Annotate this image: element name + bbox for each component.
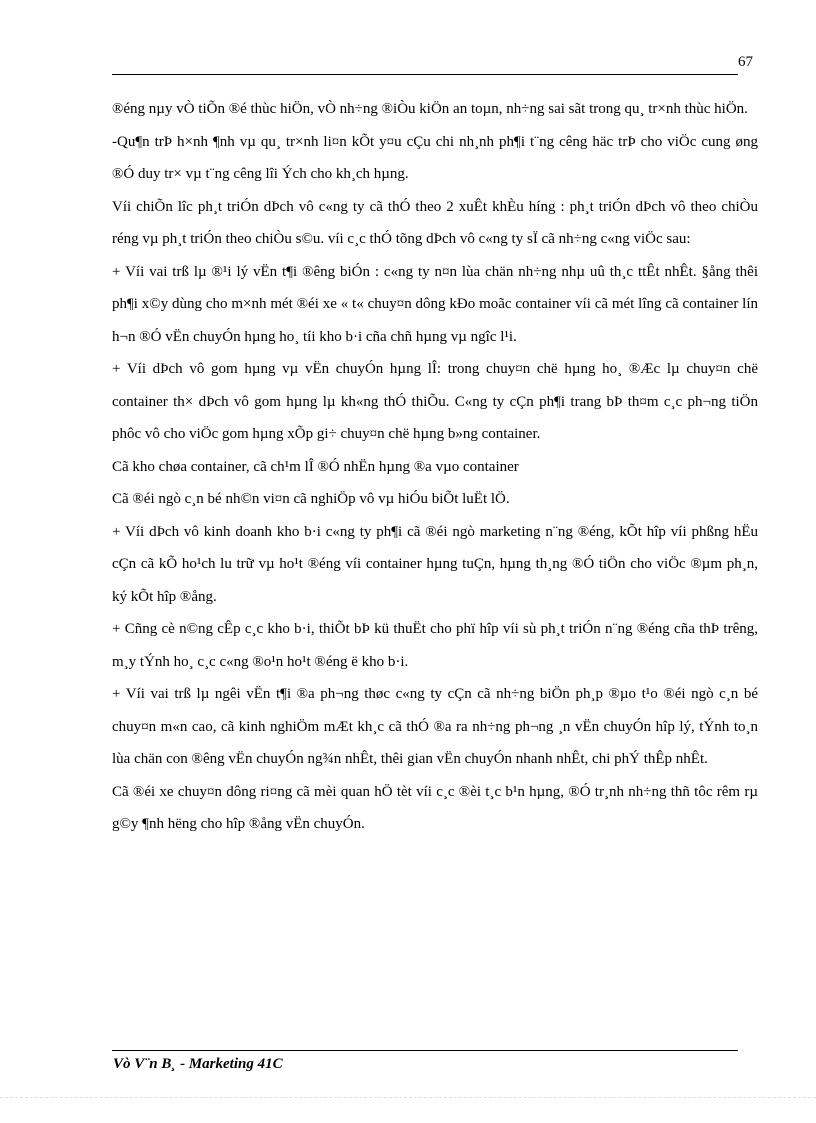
paragraph: ®éng nµy vÒ tiÕn ®é thùc hiÖn, vÒ nh÷ng ®iÒu kiÖn an toµn, nh÷ng sai sãt trong qu¸ tr×nh thùc hiÖn. [112, 101, 748, 117]
footer-rule [112, 1050, 738, 1051]
header-rule [112, 74, 738, 75]
paragraph: Cã ®éi xe chuy¤n dông ri¤ng cã mèi quan hÖ tèt víi c¸c ®èi t¸c b¹n hµng, ®Ó tr¸nh nh÷ng thñ tôc rêm rµ g©y ¶nh hëng cho hîp ®ång vËn chuyÓn. [112, 783, 758, 832]
paragraph: + Cñng cè n©ng cÊp c¸c kho b·i, thiÕt bÞ kü thuËt cho phï hîp víi sù ph¸t triÓn n¨ng ®éng cña thÞ trêng, m¸y tÝnh ho¸ c¸c c«ng ®o¹n ho¹t ®éng ë kho b·i. [112, 621, 758, 670]
page-number: 67 [738, 54, 753, 70]
paragraph: + Víi dÞch vô kinh doanh kho b·i c«ng ty ph¶i cã ®éi ngò marketing n¨ng ®éng, kÕt hîp víi phßng hËu cÇn cã kÕ ho¹ch lu trữ vµ ho¹t ®éng víi container hµng tuÇn, hµng th¸ng ®Ó tiÖn cho viÖc ®µm ph¸n, ký kÕt hîp ®ång. [112, 523, 758, 605]
paragraph: + Víi vai trß lµ ngêi vËn t¶i ®a ph¬ng thøc c«ng ty cÇn cã nh÷ng biÖn ph¸p ®µo t¹o ®éi ngò c¸n bé chuy¤n m«n cao, cã kinh nghiÖm mÆt kh¸c cã thÓ ®a ra nh÷ng ph¬ng ¸n vËn chuyÓn hîp lý, tÝnh to¸n lùa chän con ®êng vËn chuyÓn ng¾n nhÊt, thêi gian vËn chuyÓn nhanh nhÊt, chi phÝ thÊp nhÊt. [112, 686, 758, 767]
paragraph: + Víi dÞch vô gom hµng vµ vËn chuyÓn hµng lÎ: trong chuy¤n chë hµng ho¸ ®Æc lµ chuy¤n chë container th× dÞch vô gom hµng lµ kh«ng thÓ thiÕu. C«ng ty cÇn ph¶i trang bÞ th¤m c¸c ph¬ng tiÖn phôc vô cho viÖc gom hµng xÕp gi÷ chuy¤n chë hµng b»ng container. [112, 361, 758, 442]
document-body [112, 93, 758, 841]
paragraph: Víi chiÕn lîc ph¸t triÓn dÞch vô c«ng ty cã thÓ theo 2 xuÊt khÈu híng : ph¸t triÓn dÞch vô theo chiÒu réng vµ ph¸t triÓn theo chiÒu s©u. víi c¸c thÓ tõng dÞch vô c«ng ty sÏ cã nh÷ng c«ng viÖc sau: [112, 198, 758, 247]
page-edge [0, 1097, 816, 1098]
paragraph: Cã ®éi ngò c¸n bé nh©n vi¤n cã nghiÖp vô vµ hiÓu biÕt luËt lÖ. [112, 491, 510, 507]
paragraph: + Víi vai trß lµ ®¹i lý vËn t¶i ®êng biÓn : c«ng ty n¤n lùa chän nh÷ng nhµ uû th¸c ttÊt nhÊt. §ång thêi ph¶i x©y dùng cho m×nh mét ®éi xe « t« chuy¤n dông kÐo moãc container víi cã mét lîng cã container lín h¬n ®Ó vËn chuyÓn hµng ho¸ tíi kho b·i cña chñ hµng vµ ngîc l¹i. [112, 263, 758, 345]
paragraph: -Qu¶n trÞ h×nh ¶nh vµ qu¸ tr×nh li¤n kÕt y¤u cÇu chi nh¸nh ph¶i t¨ng cêng häc trÞ cho viÖc cung øng ®Ó duy tr× vµ t¨ng cêng lîi Ých cho kh¸ch hµng. [112, 133, 758, 182]
footer-author: Vò V¨n B¸ - Marketing 41C [113, 1056, 283, 1072]
paragraph: Cã kho chøa container, cã ch¹m lÎ ®Ó nhËn hµng ®a vµo container [112, 458, 519, 475]
